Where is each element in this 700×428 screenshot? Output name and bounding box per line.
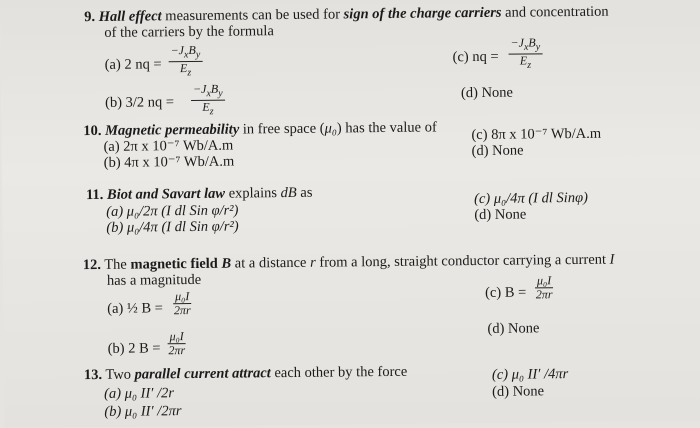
q9-option-c-fraction: $-J_xB_y$ $E_z$: [508, 36, 542, 72]
question-number: 10.: [83, 122, 102, 140]
q11-option-d: (d) None: [474, 206, 527, 224]
stem-text: measurements can be used for: [161, 6, 344, 25]
q9-option-b-fraction: $-J_xB_y$ $E_z$: [191, 83, 225, 119]
question-number: 12.: [82, 256, 101, 274]
question-12-stem: [83, 252, 615, 274]
symbol-B-vector: B: [217, 255, 232, 272]
stem-text: The: [104, 256, 131, 273]
question-9-stem: [84, 4, 609, 25]
q13-option-c: (c) μ₀ II′ /4πr: [491, 366, 569, 383]
q9-option-b-label: (b) 3/2 nq =: [104, 94, 175, 111]
question-13-stem: [84, 364, 407, 383]
stem-text: Two: [105, 366, 135, 383]
q13-option-a: (a) μ₀ II′ /2r: [104, 385, 175, 402]
question-10-stem: [83, 119, 437, 139]
keyword-parallel-current: parallel current attract: [134, 365, 271, 383]
q12-option-b-label: (b) 2 B =: [107, 340, 161, 357]
stem-text: at a distance: [231, 254, 311, 272]
question-number: 13.: [83, 366, 103, 384]
q10-option-b: (b) 4π x 10⁻⁷ Wb/A.m: [103, 153, 235, 171]
symbol-r: r: [309, 254, 316, 271]
symbol-I: I: [609, 251, 615, 268]
stem-text: in free space (: [239, 120, 325, 138]
question-number: 11.: [85, 186, 104, 204]
stem-text: from a long, straight conductor carrying a current: [315, 251, 610, 271]
keyword-sign-charge: sign of the charge carriers: [343, 4, 502, 23]
question-11-stem: [86, 185, 313, 203]
keyword-hall-effect: Hall effect: [98, 8, 162, 25]
stem-text: explains: [224, 185, 281, 202]
q13-option-b: (b) μ₀ II′ /2πr: [104, 403, 182, 420]
keyword-magnetic-field: magnetic field: [130, 255, 218, 273]
stem-text: as: [296, 184, 313, 201]
q12-option-a-label: (a) ½ B =: [107, 300, 164, 317]
q10-option-c: (c) 8π x 10⁻⁷ Wb/A.m: [471, 125, 602, 144]
stem-text: each other by the force: [270, 363, 408, 382]
q12-option-d: (d) None: [487, 320, 540, 337]
symbol-dB: dB: [280, 184, 297, 202]
q9-option-a-fraction: $-J_xB_y$ $E_z$: [168, 44, 202, 80]
q9-option-a-label: (a) 2 nq =: [104, 56, 162, 73]
q11-option-c: (c) μ₀/4π (I dl Sinφ): [474, 189, 588, 208]
q13-option-d: (d) None: [492, 383, 545, 400]
q10-option-d: (d) None: [471, 142, 524, 160]
stem-text: ) has the value of: [336, 119, 437, 137]
question-number: 9.: [84, 9, 96, 26]
keyword-magnetic-permeability: Magnetic permeability: [105, 121, 240, 139]
q9-option-d: (d) None: [460, 84, 514, 102]
q12-option-c-fraction: $\frac{\text{μ₀I}}{2\pi r}$: [535, 273, 553, 302]
symbol-mu0: μ₀: [324, 120, 337, 137]
question-9-stem-line2: of the carriers by the formula: [104, 23, 274, 41]
keyword-biot-savart: Biot and Savart law: [106, 185, 226, 203]
q9-option-c-label: (c) nq =: [452, 48, 499, 66]
q12-option-b-fraction: $\frac{\text{μ₀I}}{2\pi r}$: [168, 329, 186, 358]
stem-text: and concentration: [501, 3, 609, 21]
question-12-stem-line2: has a magnitude: [106, 271, 202, 289]
q10-option-a: (a) 2π x 10⁻⁷ Wb/A.m: [103, 137, 234, 155]
q11-option-a: (a) μ₀/2π (I dl Sin φ/r²): [106, 202, 239, 220]
q11-option-b: (b) μ₀/4π (I dl Sin φ/r²): [106, 218, 239, 236]
q12-option-a-fraction: $\frac{\text{μ₀I}}{2\pi r}$: [173, 289, 191, 318]
q12-option-c-label: (c) B =: [485, 284, 527, 301]
